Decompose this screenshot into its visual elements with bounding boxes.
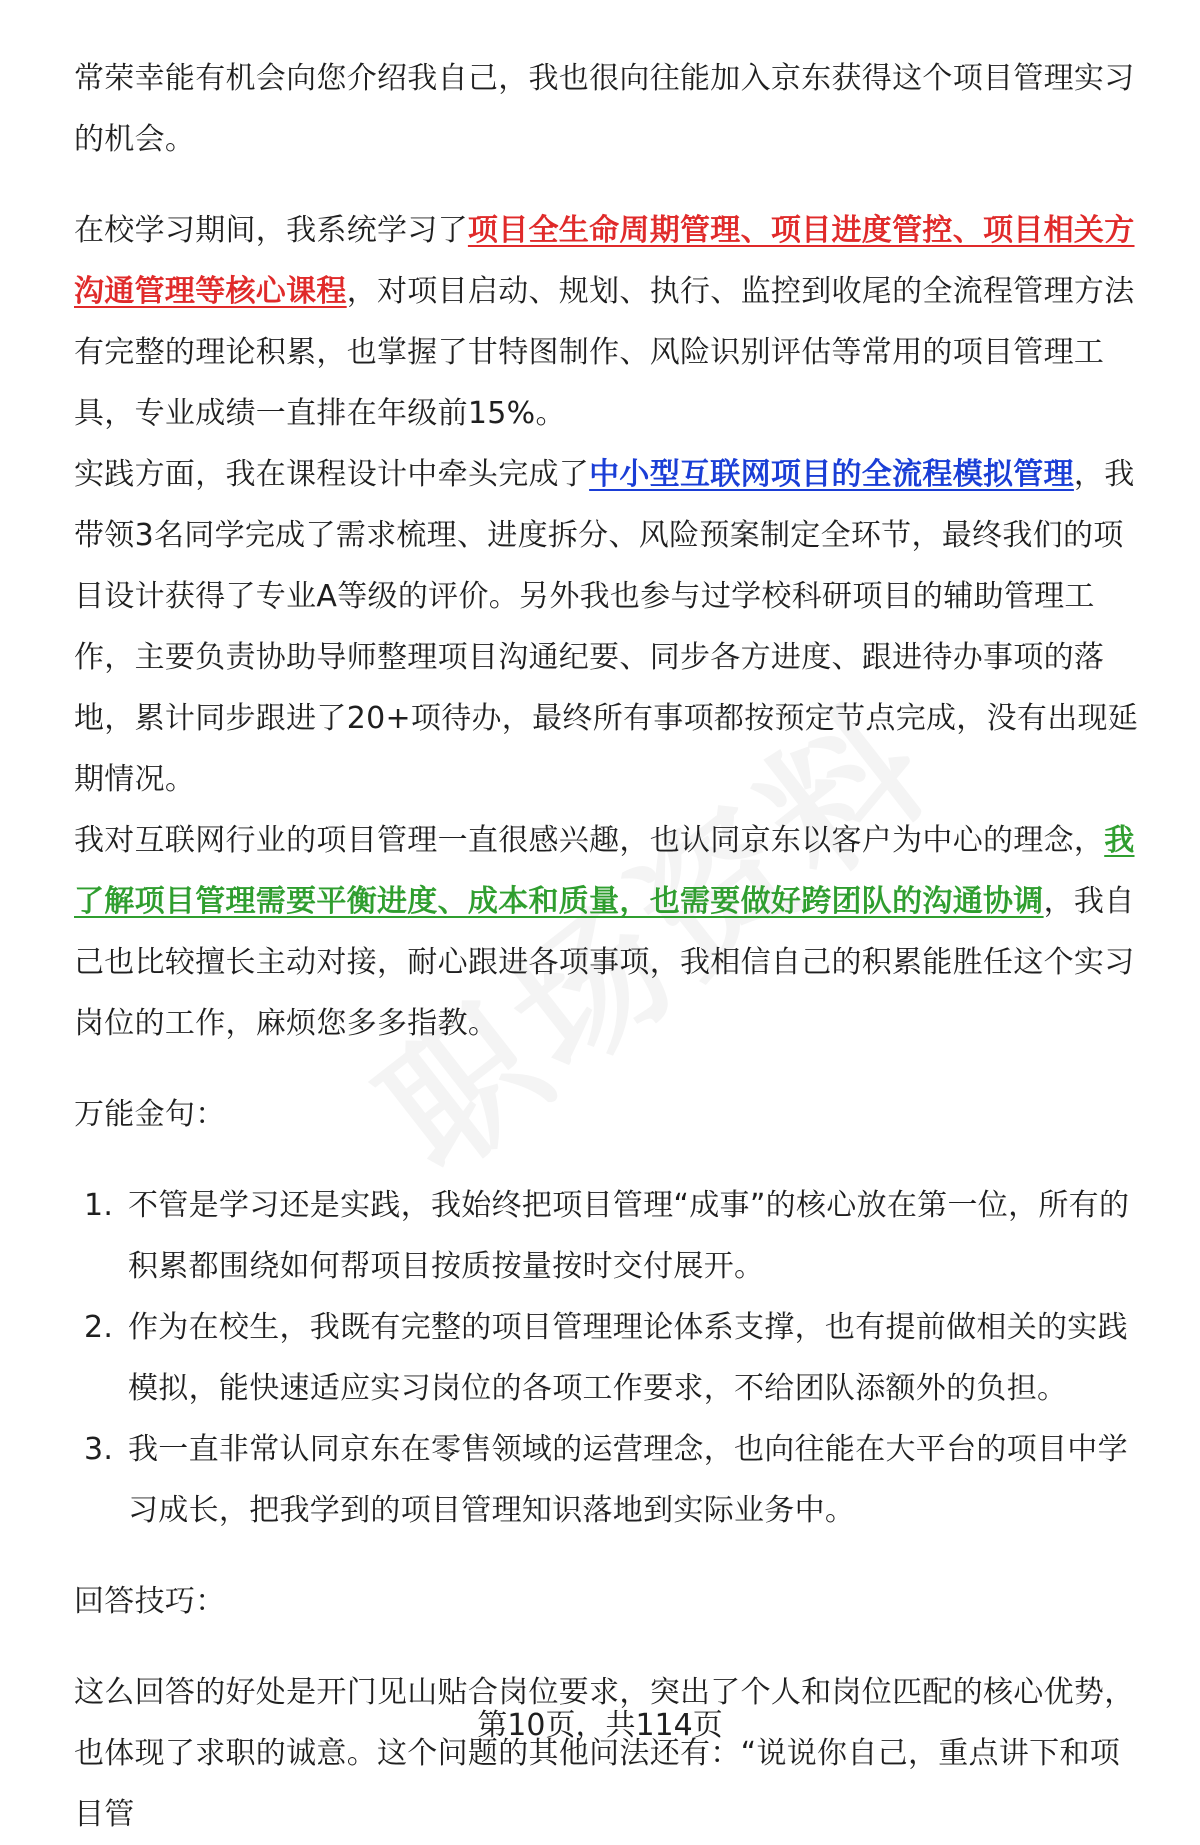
paragraph-practice: [74, 444, 1146, 810]
paragraph-intro: 常荣幸能有机会向您介绍我自己，我也很向往能加入京东获得这个项目管理实习的机会。: [74, 61, 1135, 157]
golden-sentence-list: [74, 1175, 1146, 1541]
list-item-number: 1.: [84, 1188, 114, 1223]
list-item: [74, 1297, 1146, 1419]
list-item-text: 我一直非常认同京东在零售领域的运营理念，也向往能在大平台的项目中学习成长，把我学到的项目管理知识落地到实际业务中。: [128, 1432, 1128, 1528]
list-item: [74, 1175, 1146, 1297]
list-item-number: 2.: [84, 1310, 114, 1345]
section-title-golden-sentences: 万能金句：: [74, 1097, 226, 1132]
list-item-text: 作为在校生，我既有完整的项目管理理论体系支撑，也有提前做相关的实践模拟，能快速适应实习岗位的各项工作要求，不给团队添额外的负担。: [128, 1310, 1128, 1406]
highlight-courses: 项目全生命周期管理、项目进度管控、项目相关方沟通管理等核心课程: [74, 213, 1135, 309]
paragraph-interest-text-a: 我对互联网行业的项目管理一直很感兴趣，也认同京东以客户为中心的理念，: [74, 823, 1105, 858]
paragraph-practice-text-a: 实践方面，我在课程设计中牵头完成了: [74, 457, 590, 492]
paragraph-interest: [74, 810, 1146, 1054]
page-number: 第10页，共114页: [477, 1708, 723, 1743]
section-title-answer-tips: 回答技巧：: [74, 1584, 226, 1619]
highlight-understanding: 我了解项目管理需要平衡进度、成本和质量，也需要做好跨团队的沟通协调: [74, 823, 1135, 919]
paragraph-study-text-b: ，对项目启动、规划、执行、监控到收尾的全流程管理方法有完整的理论积累，也掌握了甘特图制作、风险识别评估等常用的项目管理工具，专业成绩一直排在年级前15%。: [74, 274, 1135, 431]
paragraph-study-text-a: 在校学习期间，我系统学习了: [74, 213, 468, 248]
list-item: [74, 1419, 1146, 1541]
paragraph-practice-text-b: ，我带领3名同学完成了需求梳理、进度拆分、风险预案制定全环节，最终我们的项目设计获得了专业A等级的评价。另外我也参与过学校科研项目的辅助管理工作，主要负责协助导师整理项目沟通纪要、同步各方进度、跟进待办事项的落地，累计同步跟进了20+项待办，最终所有事项都按预定节点完成，没有出现延期情况。: [74, 457, 1139, 797]
list-item-text: 不管是学习还是实践，我始终把项目管理“成事”的核心放在第一位，所有的积累都围绕如何帮项目按质按量按时交付展开。: [128, 1188, 1130, 1284]
paragraph-tips: 这么回答的好处是开门见山贴合岗位要求，突出了个人和岗位匹配的核心优势，也体现了求职的诚意。这个问题的其他问法还有：“说说你自己，重点讲下和项目管: [74, 1675, 1135, 1832]
highlight-project: 中小型互联网项目的全流程模拟管理: [589, 457, 1074, 492]
list-item-number: 3.: [84, 1432, 114, 1467]
paragraph-study: [74, 200, 1146, 444]
document-body: [74, 48, 1146, 1845]
paragraph-interest-text-b: ，我自己也比较擅长主动对接，耐心跟进各项事项，我相信自己的积累能胜任这个实习岗位的工作，麻烦您多多指教。: [74, 884, 1135, 1041]
